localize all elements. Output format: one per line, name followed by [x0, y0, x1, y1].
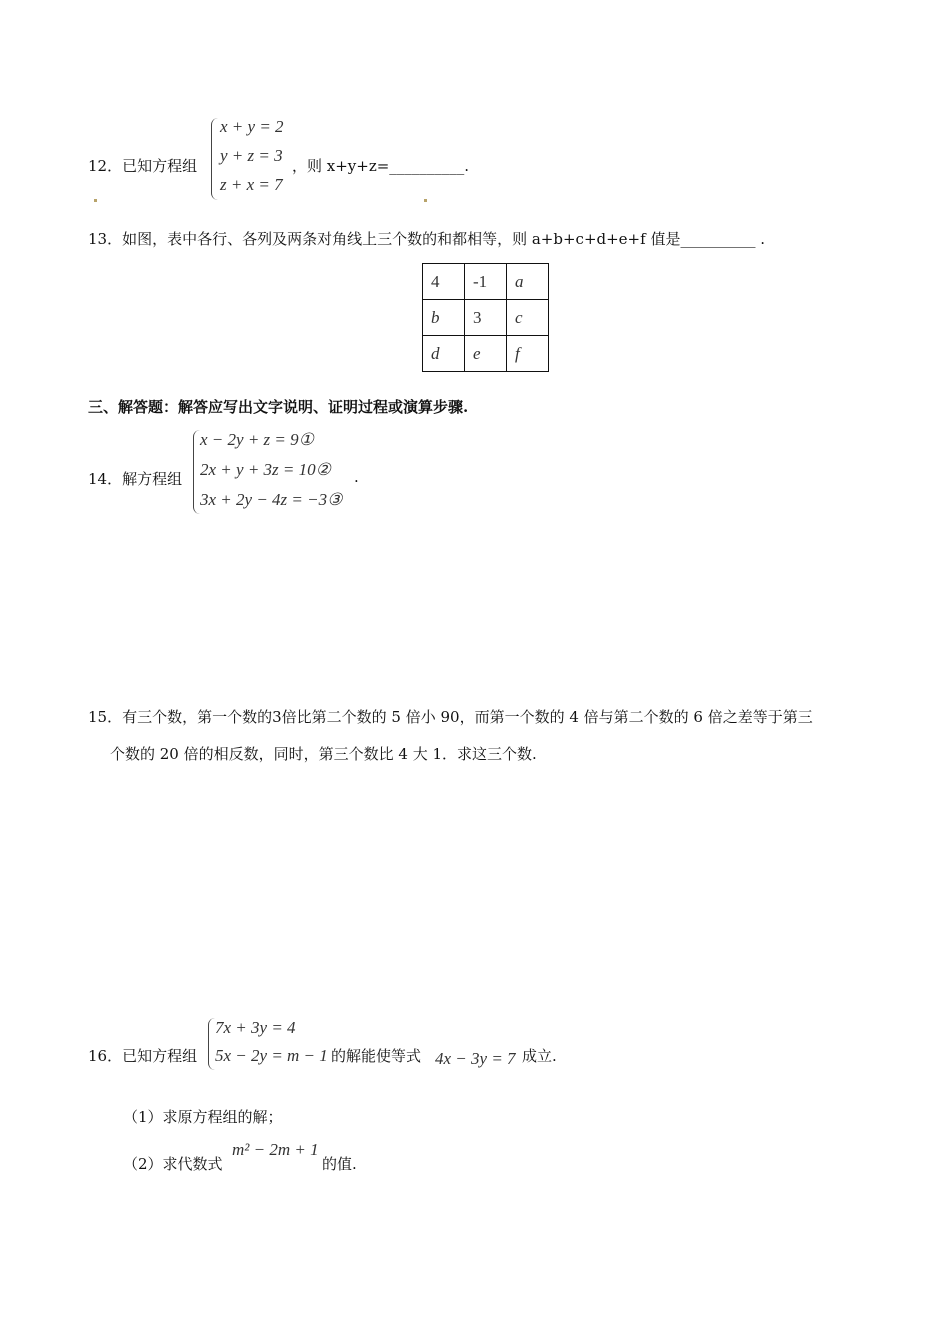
table-cell: b — [423, 300, 465, 336]
q14-eq1: x − 2y + z = 9① — [200, 430, 314, 449]
q16-eq2: 5x − 2y = m − 1 — [215, 1046, 328, 1065]
q14-brace — [193, 430, 200, 514]
table-cell: 3 — [465, 300, 507, 336]
marker-dot — [94, 199, 97, 202]
q16-part2-prefix: （2）求代数式 — [123, 1155, 223, 1173]
q12-eq3: z + x = 7 — [220, 175, 283, 194]
q15-line2: 个数的 20 倍的相反数，同时，第三个数比 4 大 1．求这三个数. — [110, 745, 537, 763]
marker-dot — [424, 199, 427, 202]
q16-part2-expr: m² − 2m + 1 — [232, 1140, 319, 1159]
q14-suffix: . — [354, 468, 359, 486]
q16-part1: （1）求原方程组的解； — [123, 1108, 283, 1126]
q16-suffix: 成立. — [522, 1047, 557, 1065]
q14-eq2: 2x + y + 3z = 10② — [200, 460, 331, 479]
q16-brace — [208, 1018, 215, 1070]
table-cell: e — [465, 336, 507, 372]
q14-prefix: 14．解方程组 — [88, 470, 183, 488]
table-cell: a — [507, 264, 549, 300]
q12-eq2: y + z = 3 — [220, 146, 283, 165]
magic-square-table — [422, 263, 549, 372]
q12-suffix: ，则 x+y+z=__________. — [292, 157, 470, 175]
table-cell: c — [507, 300, 549, 336]
q16-part2-suffix: 的值. — [322, 1155, 357, 1173]
q12-brace — [211, 118, 218, 200]
q14-eq3: 3x + 2y − 4z = −3③ — [200, 490, 343, 509]
table-cell: f — [507, 336, 549, 372]
table-cell: 4 — [423, 264, 465, 300]
q16-middle: 的解能使等式 — [331, 1047, 422, 1065]
table-cell: -1 — [465, 264, 507, 300]
q12-prefix: 12．已知方程组 — [88, 157, 198, 175]
section-heading: 三、解答题：解答应写出文字说明、证明过程或演算步骤. — [88, 398, 469, 416]
q16-prefix: 16．已知方程组 — [88, 1047, 198, 1065]
table-cell: d — [423, 336, 465, 372]
q16-condition: 4x − 3y = 7 — [435, 1049, 516, 1068]
q12-eq1: x + y = 2 — [220, 117, 284, 136]
q16-eq1: 7x + 3y = 4 — [215, 1018, 296, 1037]
q15-line1: 15．有三个数，第一个数的3倍比第二个数的 5 倍小 90，而第一个数的 4 倍与第二个数的 6 倍之差等于第三 — [88, 708, 813, 726]
q13-text: 13．如图，表中各行、各列及两条对角线上三个数的和都相等，则 a+b+c+d+e+f 值是__________ . — [88, 230, 765, 248]
